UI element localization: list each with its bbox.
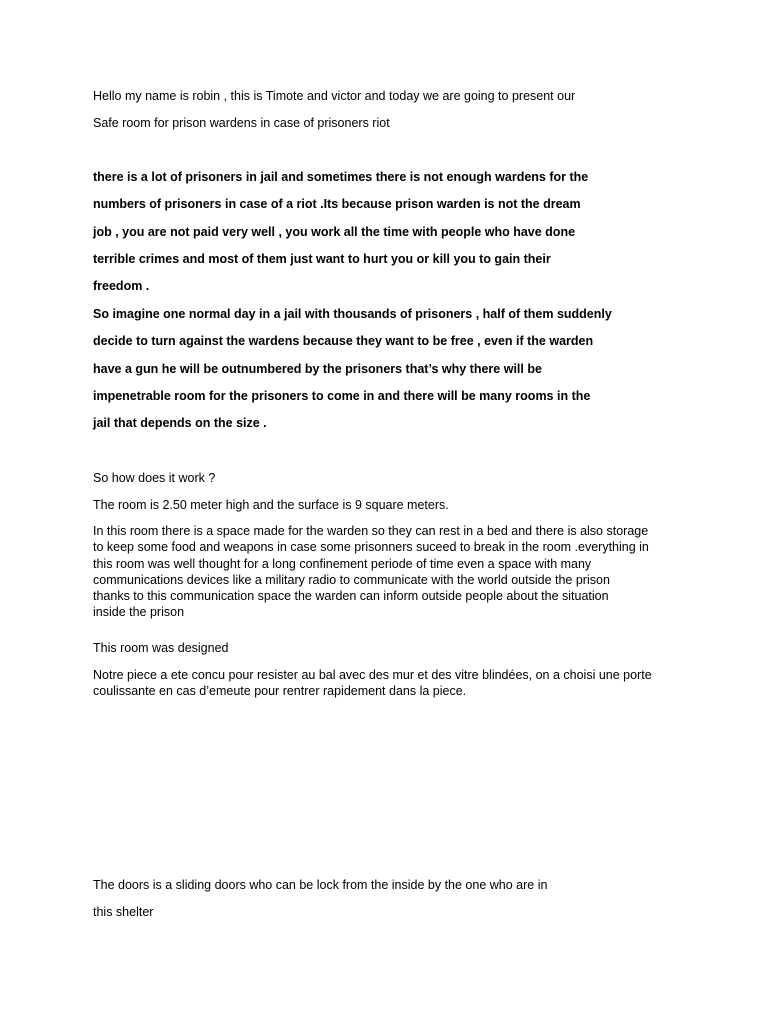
french-line: coulissante en cas d’emeute pour rentrer rapidement dans la piece. — [93, 684, 467, 699]
bold-line-3: job , you are not paid very well , you work all the time with people who have done — [93, 225, 576, 239]
bold-line-2: numbers of prisoners in case of a riot .Its because prison warden is not the dream — [93, 197, 581, 211]
bold-line-4: terrible crimes and most of them just want to hurt you or kill you to gain their — [93, 252, 551, 266]
room-description-line: In this room there is a space made for the warden so they can rest in a bed and there is also storage — [93, 524, 649, 538]
designed-line: This room was designed — [93, 641, 229, 655]
room-description-line: this room was well thought for a long confinement periode of time even a space with many — [93, 556, 592, 571]
doors-line-1: The doors is a sliding doors who can be lock from the inside by the one who are in — [93, 878, 548, 892]
french-line: Notre piece a ete concu pour resister au bal avec des mur et des vitre blindées, on a choisi une porte — [93, 668, 652, 682]
bold-line-7: decide to turn against the wardens because they want to be free , even if the warden — [93, 334, 594, 348]
bold-line-6: So imagine one normal day in a jail with thousands of prisoners , half of them suddenly — [93, 307, 612, 321]
bold-line-5: freedom . — [93, 279, 150, 293]
bold-line-1: there is a lot of prisoners in jail and sometimes there is not enough wardens for the — [93, 170, 589, 184]
room-description-line: inside the prison — [93, 605, 185, 620]
bold-line-8: have a gun he will be outnumbered by the prisoners that’s why there will be — [93, 362, 542, 376]
french-paragraph — [93, 667, 683, 700]
room-description-paragraph — [93, 523, 683, 621]
room-description-line: communications devices like a military radio to communicate with the world outside the prison — [93, 572, 610, 587]
bold-line-9: impenetrable room for the prisoners to come in and there will be many rooms in the — [93, 389, 591, 403]
room-description-line: to keep some food and weapons in case some prisonners suceed to break in the room .everything in — [93, 540, 649, 555]
intro-line-1: Hello my name is robin , this is Timote and victor and today we are going to present our — [93, 89, 576, 103]
bold-line-10: jail that depends on the size . — [93, 416, 267, 430]
how-question: So how does it work ? — [93, 471, 216, 485]
room-description-line: thanks to this communication space the warden can inform outside people about the situation — [93, 589, 609, 604]
intro-line-2: Safe room for prison wardens in case of prisoners riot — [93, 116, 390, 130]
room-dimensions: The room is 2.50 meter high and the surface is 9 square meters. — [93, 498, 449, 512]
doors-line-2: this shelter — [93, 905, 154, 919]
